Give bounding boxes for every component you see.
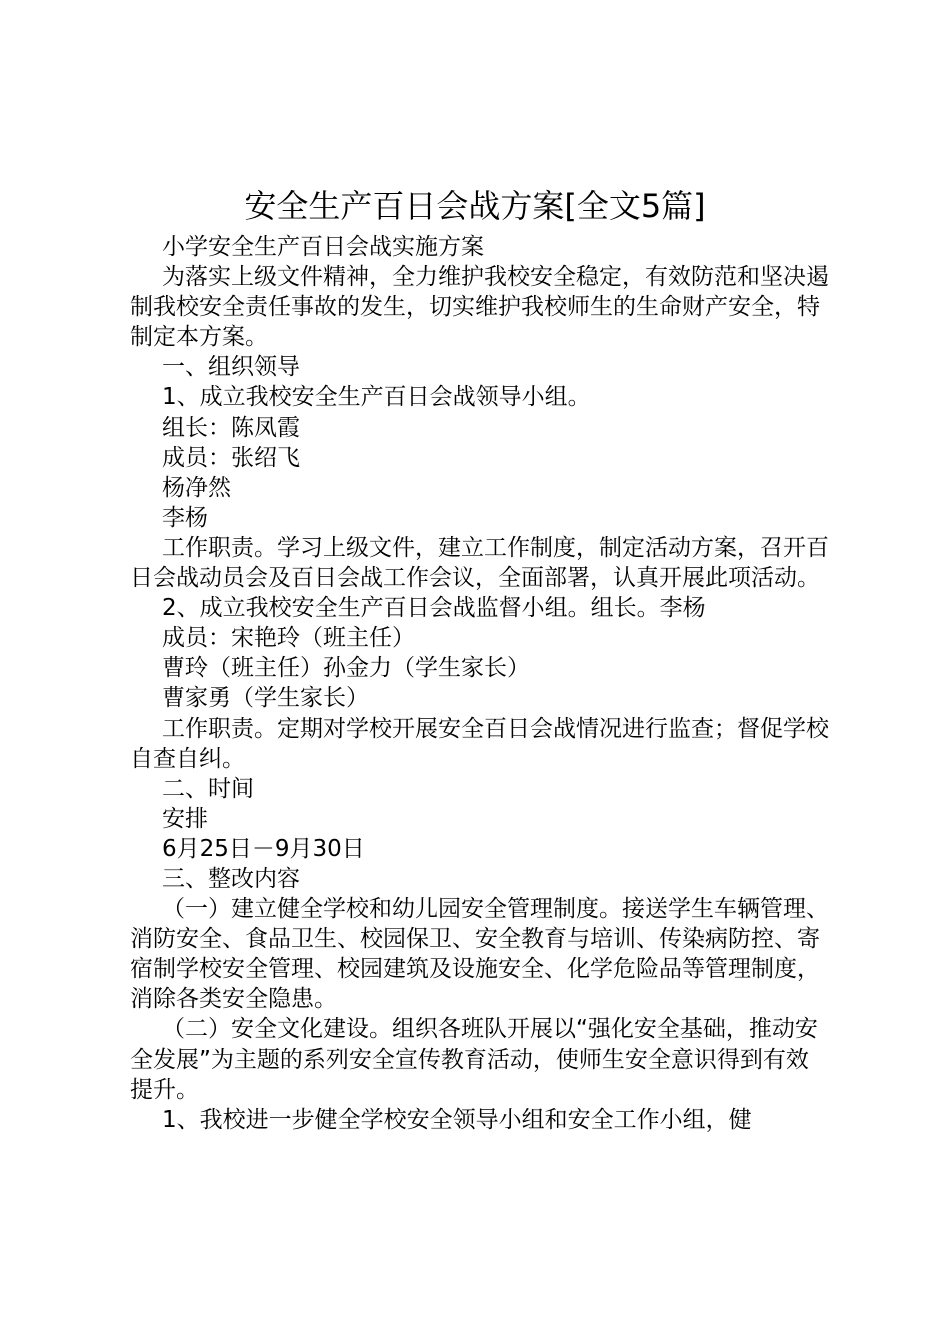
paragraph: 李杨 xyxy=(162,504,208,531)
paragraph: 1、我校进一步健全学校安全领导小组和安全工作小组，健 xyxy=(162,1106,752,1133)
paragraph: 小学安全生产百日会战实施方案 xyxy=(162,234,484,260)
paragraph: 成员：张绍飞 xyxy=(162,444,300,471)
section-heading: 一、组织领导 xyxy=(162,354,300,381)
paragraph: 6月25日－9月30日 xyxy=(162,835,365,862)
paragraph: 曹家勇（学生家长） xyxy=(162,685,369,712)
paragraph: 1、成立我校安全生产百日会战领导小组。 xyxy=(162,384,591,411)
document-title: 安全生产百日会战方案[全文5篇] xyxy=(244,187,706,225)
paragraph: 成员：宋艳玲（班主任） xyxy=(162,625,415,652)
paragraph: （一）建立健全学校和幼儿园安全管理制度。接送学生车辆管理、消防安全、食品卫生、校园保卫、安全教育与培训、传染病防控、寄宿制学校安全管理、校园建筑及设施安全、化学危险品等管理制度，消除各类安全隐患。 xyxy=(130,896,829,1013)
paragraph: 曹玲（班主任）孙金力（学生家长） xyxy=(162,655,530,682)
paragraph: 工作职责。定期对学校开展安全百日会战情况进行监查；督促学校自查自纠。 xyxy=(130,715,829,772)
paragraph: 为落实上级文件精神，全力维护我校安全稳定，有效防范和坚决遏制我校安全责任事故的发生，切实维护我校师生的生命财产安全，特制定本方案。 xyxy=(130,264,829,351)
section-heading: 三、整改内容 xyxy=(162,865,300,892)
paragraph: 安排 xyxy=(162,805,208,832)
section-heading: 二、时间 xyxy=(162,775,254,802)
document-body xyxy=(130,232,830,1135)
paragraph: （二）安全文化建设。组织各班队开展以“强化安全基础，推动安全发展”为主题的系列安全宣传教育活动，使师生安全意识得到有效提升。 xyxy=(130,1016,818,1103)
paragraph: 2、成立我校安全生产百日会战监督小组。组长。李杨 xyxy=(162,595,706,622)
paragraph: 组长：陈凤霞 xyxy=(162,414,300,441)
paragraph: 工作职责。学习上级文件，建立工作制度，制定活动方案，召开百日会战动员会及百日会战工作会议，全面部署，认真开展此项活动。 xyxy=(130,534,829,592)
paragraph: 杨净然 xyxy=(162,474,231,501)
